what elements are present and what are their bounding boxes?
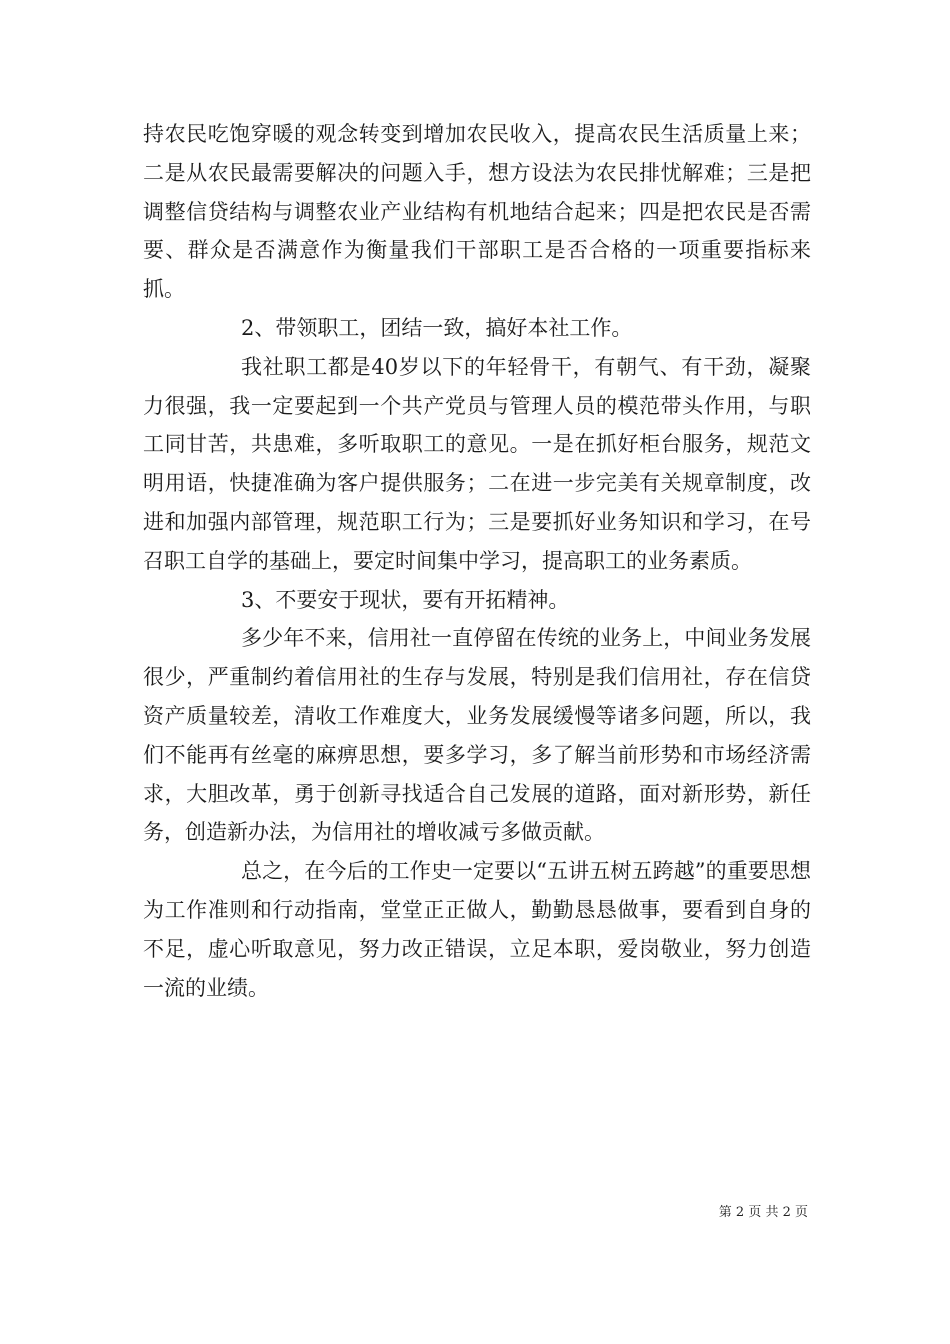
page-number-footer: 第 2 页 共 2 页	[718, 1205, 808, 1220]
section-heading-3: 3、不要安于现状，要有开拓精神。	[241, 587, 570, 612]
paragraph-continuation: 持农民吃饱穿暖的观念转变到增加农民收入，提高农民生活质量上来；二是从农民最需要解决的问题入手，想方设法为农民排忧解难；三是把调整信贷结构与调整农业产业结构有机地结合起来；四是把农民是否需要、群众是否满意作为衡量我们干部职工是否合格的一项重要指标来抓。	[143, 122, 811, 302]
paragraph-staff: 我社职工都是40岁以下的年轻骨干，有朝气、有干劲，凝聚力很强，我一定要起到一个共产党员与管理人员的模范带头作用，与职工同甘苦，共患难，多听取职工的意见。一是在抓好柜台服务，规范文明用语，快捷准确为客户提供服务；二在进一步完美有关规章制度，改进和加强内部管理，规范职工行为；三是要抓好业务知识和学习，在号召职工自学的基础上，要定时间集中学习，提高职工的业务素质。	[143, 354, 811, 573]
section-heading-2: 2、带领职工，团结一致，搞好本社工作。	[241, 315, 633, 340]
paragraph-pioneering: 多少年不来，信用社一直停留在传统的业务上，中间业务发展很少，严重制约着信用社的生存与发展，特别是我们信用社，存在信贷资产质量较差，清收工作难度大，业务发展缓慢等诸多问题，所以，我们不能再有丝毫的麻痹思想，要多学习，多了解当前形势和市场经济需求，大胆改革，勇于创新寻找适合自己发展的道路，面对新形势，新任务，创造新办法，为信用社的增收减亏多做贡献。	[143, 626, 811, 845]
paragraph-conclusion: 总之，在今后的工作史一定要以“五讲五树五跨越”的重要思想为工作准则和行动指南，堂堂正正做人，勤勤恳恳做事，要看到自身的不足，虚心听取意见，努力改正错误，立足本职，爱岗敬业，努力创造一流的业绩。	[143, 859, 811, 1000]
document-body	[143, 115, 811, 1007]
